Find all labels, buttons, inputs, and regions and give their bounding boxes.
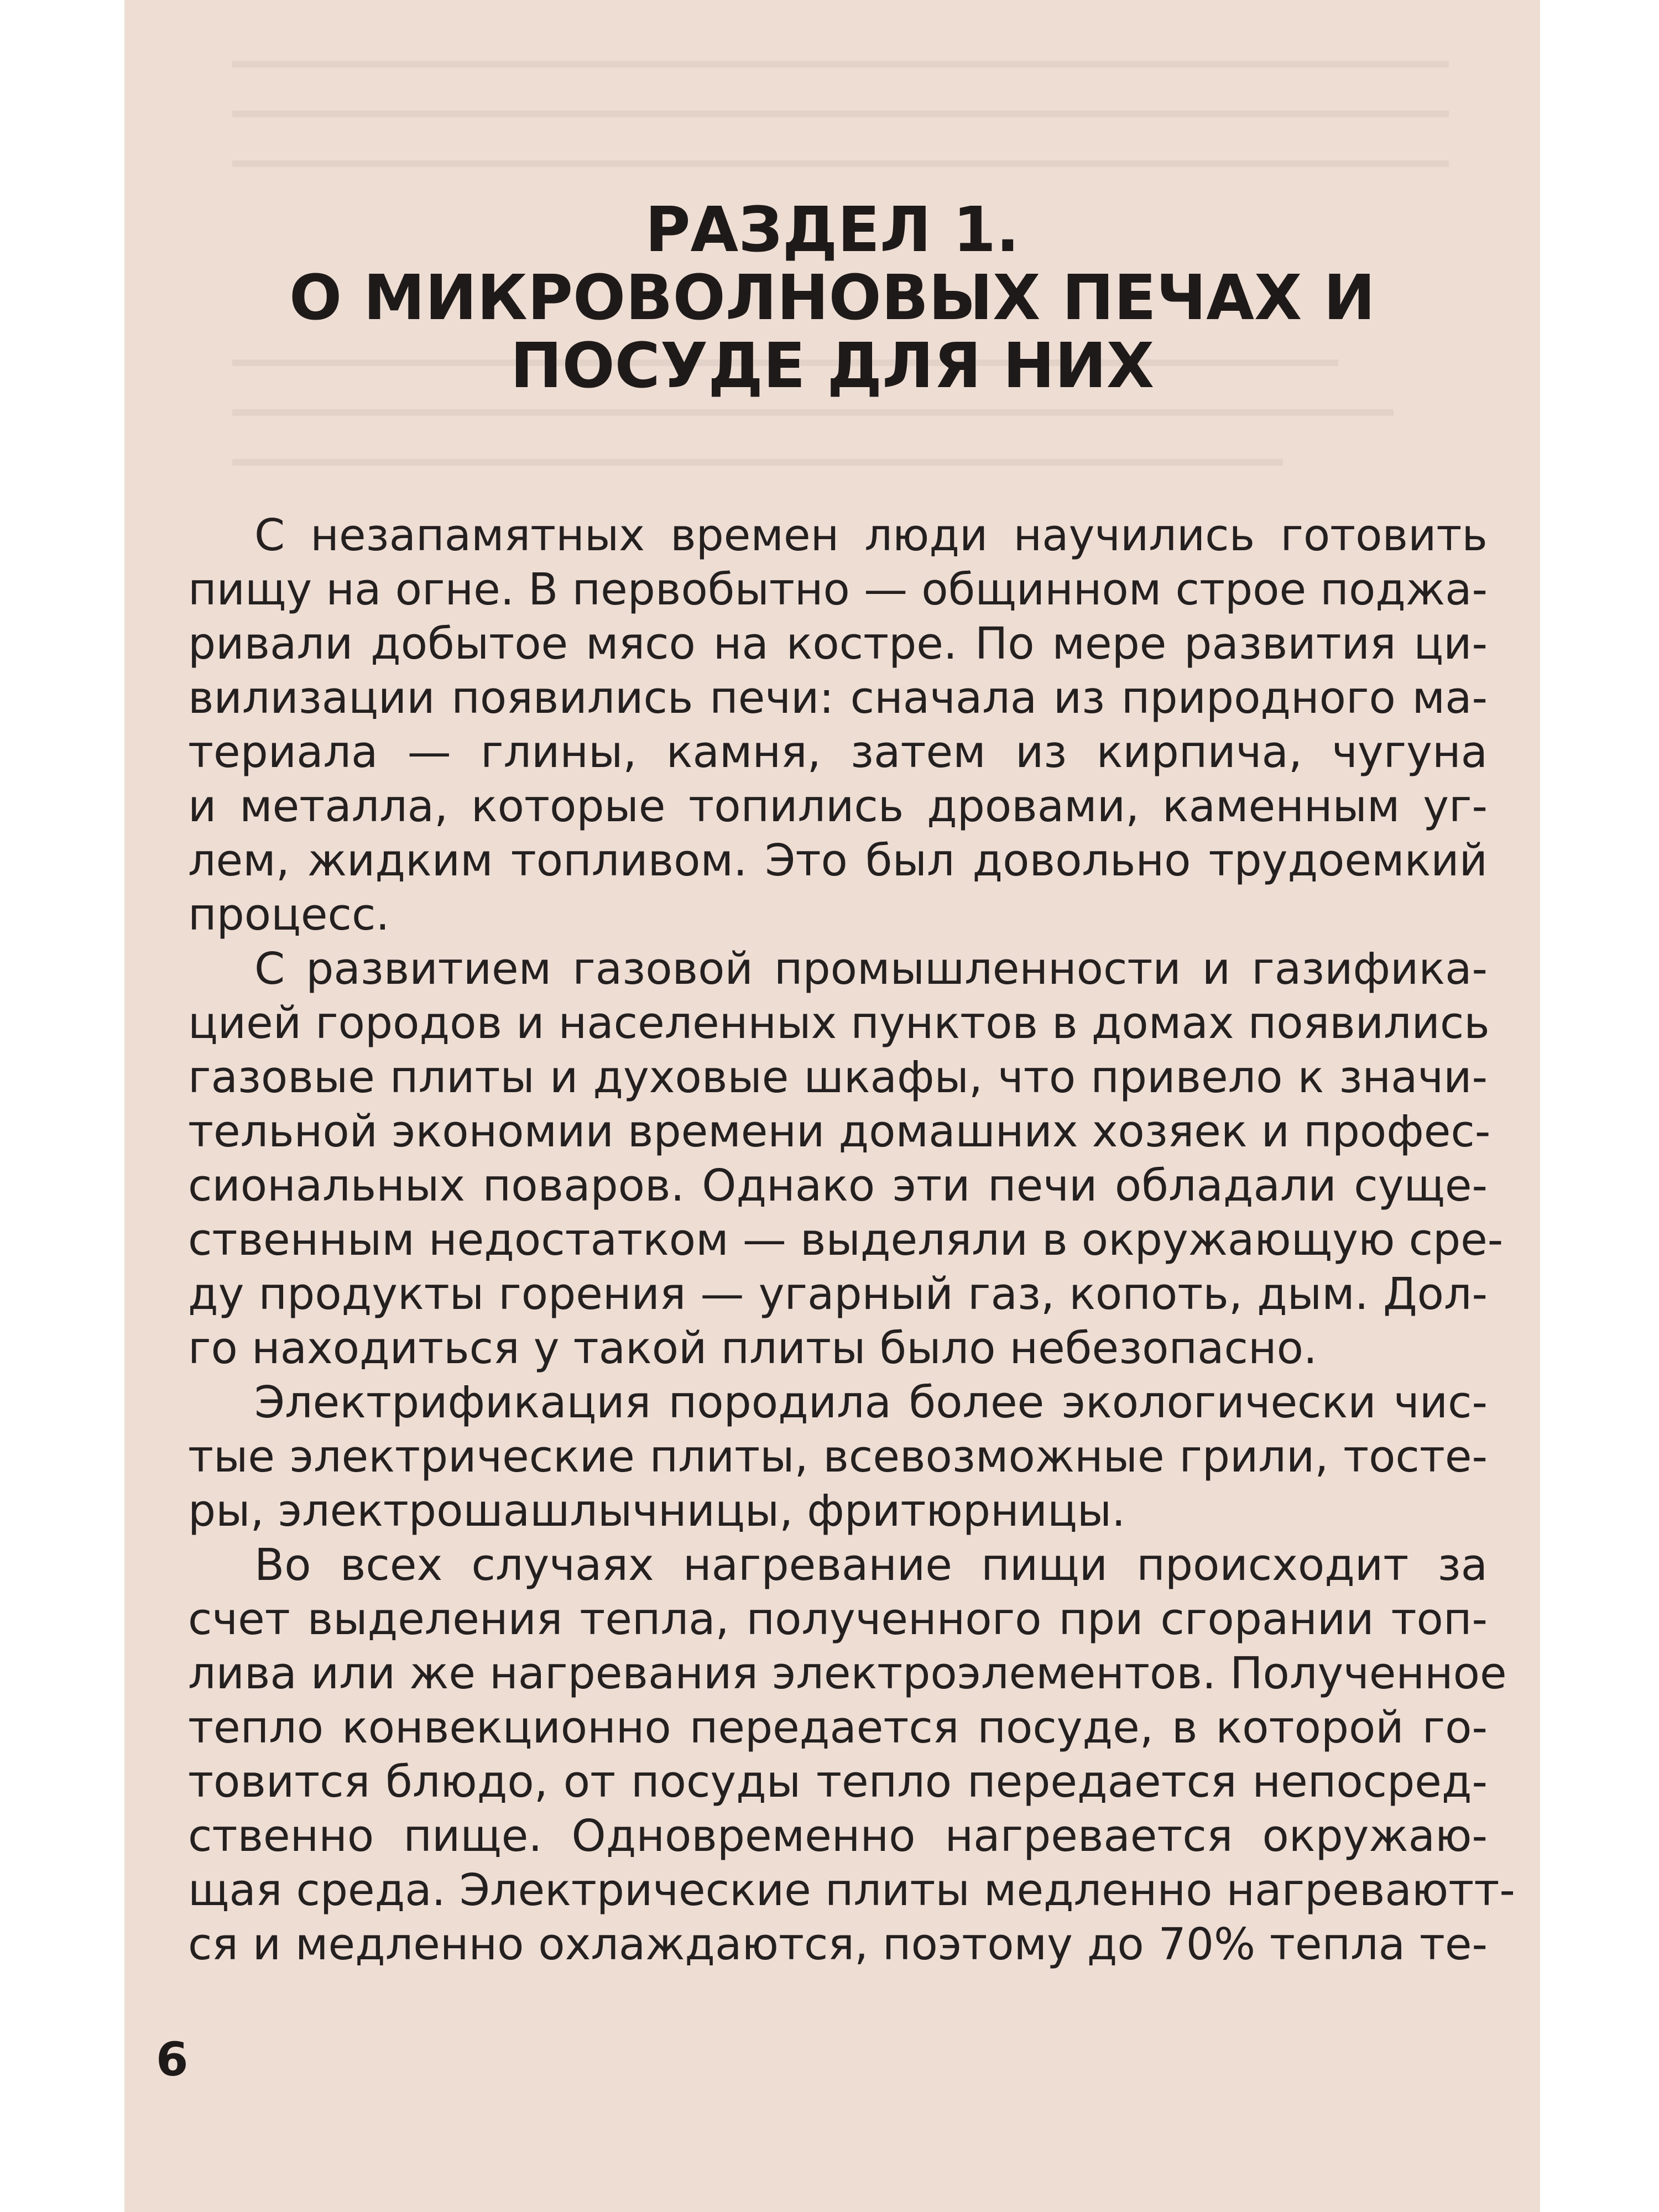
- body-text-line: цией городов и населенных пунктов в домах появились: [188, 998, 1490, 1048]
- bleed-through-mark: [232, 459, 1283, 466]
- section-title: [124, 196, 1540, 400]
- body-text-line: вилизации появились печи: сначала из природного ма-: [188, 672, 1488, 723]
- body-text-line: ры, электрошашлычницы, фритюрницы.: [188, 1485, 1126, 1536]
- body-text-line: ду продукты горения — угарный газ, копоть, дым. Дол-: [188, 1269, 1488, 1319]
- bleed-through-mark: [232, 111, 1449, 117]
- body-text-line: тепло конвекционно передается посуде, в которой го-: [188, 1702, 1488, 1753]
- body-text-line: процесс.: [188, 889, 390, 940]
- page-number: 6: [156, 2032, 189, 2086]
- body-text-line: счет выделения тепла, полученного при сгорании топ-: [188, 1594, 1488, 1645]
- section-title-line: ПОСУДЕ ДЛЯ НИХ: [510, 330, 1155, 402]
- body-text-line: ственным недостатком — выделяли в окружающую сре-: [188, 1214, 1504, 1265]
- body-text-line: лива или же нагревания электроэлементов. Полученное: [188, 1648, 1507, 1699]
- body-text-line: товится блюдо, от посуды тепло передается непосред-: [188, 1756, 1488, 1807]
- body-text-line: сиональных поваров. Однако эти печи обладали суще-: [188, 1160, 1488, 1211]
- bleed-through-mark: [232, 160, 1449, 167]
- body-text-line: газовые плиты и духовые шкафы, что привело к значи-: [188, 1052, 1488, 1103]
- body-text-line: го находиться у такой плиты было небезопасно.: [188, 1323, 1318, 1374]
- body-text-line: пищу на огне. В первобытно — общинном строе поджа-: [188, 564, 1488, 615]
- body-text-line: ся и медленно охлаждаются, поэтому до 70% тепла те-: [188, 1919, 1488, 1970]
- body-text-line: щая среда. Электрические плиты медленно нагреваютт-: [188, 1865, 1515, 1916]
- body-text-line: лем, жидким топливом. Это был довольно трудоемкий: [188, 835, 1488, 886]
- body-text-line: тые электрические плиты, всевозможные грили, тосте-: [188, 1431, 1488, 1482]
- body-text-line: и металла, которые топились дровами, каменным уг-: [188, 781, 1488, 832]
- section-title-line: О МИКРОВОЛНОВЫХ ПЕЧАХ И: [289, 262, 1376, 334]
- body-text-line: ственно пище. Одновременно нагревается окружаю-: [188, 1811, 1488, 1861]
- body-text-line: С незапамятных времен люди научились готовить: [254, 510, 1488, 561]
- body-text-line: ривали добытое мясо на костре. По мере развития ци-: [188, 618, 1488, 669]
- bleed-through-mark: [232, 409, 1394, 416]
- body-text-line: тельной экономии времени домашних хозяек и профес-: [188, 1106, 1491, 1157]
- body-text-line: Электрификация породила более экологически чис-: [254, 1377, 1488, 1428]
- body-text-line: териала — глины, камня, затем из кирпича, чугуна: [188, 727, 1488, 778]
- body-text-line: Во всех случаях нагревание пищи происходит за: [254, 1540, 1488, 1590]
- bleed-through-mark: [232, 61, 1449, 67]
- section-title-line: РАЗДЕЛ 1.: [645, 194, 1020, 266]
- body-text-line: С развитием газовой промышленности и газифика-: [254, 943, 1488, 994]
